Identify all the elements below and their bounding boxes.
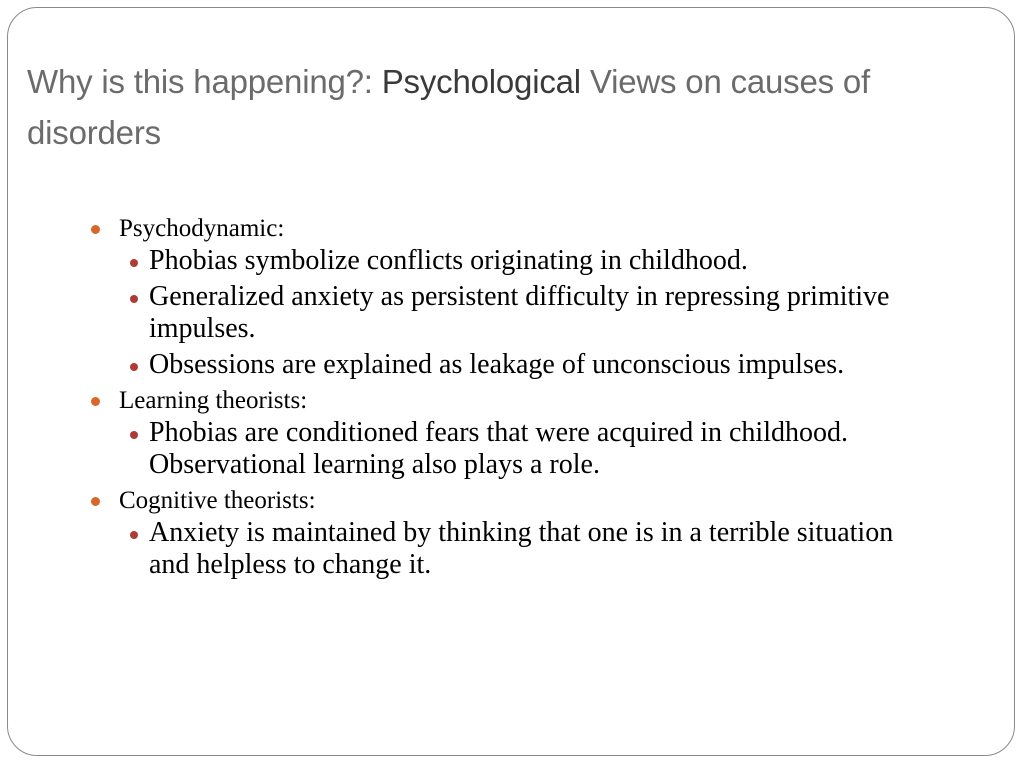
section-heading-psychodynamic xyxy=(89,213,929,245)
slide-frame xyxy=(7,7,1015,756)
list-item-text: Obsessions are explained as leakage of unconscious impulses. xyxy=(149,349,845,380)
slide-title xyxy=(27,56,907,158)
bullet-icon xyxy=(91,497,100,506)
list-item-text: Anxiety is maintained by thinking that one is in a terrible situation and helpless to change it. xyxy=(149,517,894,580)
title-emphasis: Psychological xyxy=(381,63,581,100)
bullet-icon xyxy=(91,225,100,234)
section-heading-label: Cognitive theorists: xyxy=(119,487,316,514)
bullet-icon xyxy=(130,431,138,439)
bullet-icon xyxy=(91,397,100,406)
section-heading-label: Learning theorists: xyxy=(119,387,308,414)
bullet-icon xyxy=(130,295,138,303)
list-item xyxy=(89,417,929,481)
bullet-list xyxy=(89,213,929,585)
list-item xyxy=(89,517,929,581)
bullet-icon xyxy=(130,259,138,267)
bullet-icon xyxy=(130,531,138,539)
list-item xyxy=(89,281,929,345)
list-item-text: Phobias are conditioned fears that were acquired in childhood. Observational learning also plays a role. xyxy=(149,417,848,480)
list-item xyxy=(89,245,929,277)
list-item xyxy=(89,349,929,381)
bullet-icon xyxy=(130,363,138,371)
list-item-text: Generalized anxiety as persistent difficulty in repressing primitive impulses. xyxy=(149,281,890,344)
section-heading-cognitive-theorists xyxy=(89,485,929,517)
list-item-text: Phobias symbolize conflicts originating in childhood. xyxy=(149,245,748,276)
section-heading-label: Psychodynamic: xyxy=(119,215,285,242)
title-prefix: Why is this happening?: xyxy=(27,63,382,100)
title-suffix: Views on causes of disorders xyxy=(27,63,871,151)
section-heading-learning-theorists xyxy=(89,385,929,417)
